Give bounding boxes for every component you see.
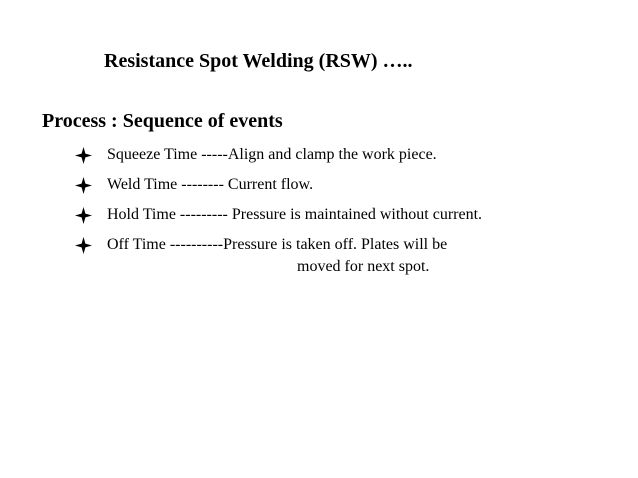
- bullet-list: [74, 144, 482, 286]
- diamond-bullet-icon: [74, 176, 93, 195]
- bullet-text: Weld Time -------- Current flow.: [107, 176, 314, 193]
- bullet-item-hold-time: [74, 204, 482, 226]
- diamond-bullet-icon: [74, 146, 93, 165]
- section-heading: Process : Sequence of events: [42, 110, 283, 132]
- bullet-text-continuation: moved for next spot.: [297, 258, 430, 275]
- diamond-bullet-icon: [74, 206, 93, 225]
- bullet-text-group: [107, 234, 447, 278]
- bullet-item-squeeze-time: [74, 144, 482, 166]
- bullet-text: Hold Time --------- Pressure is maintained without current.: [107, 206, 483, 223]
- bullet-text: Squeeze Time -----Align and clamp the work piece.: [107, 146, 437, 163]
- bullet-item-off-time: [74, 234, 482, 278]
- slide-title: Resistance Spot Welding (RSW) …..: [104, 50, 413, 72]
- diamond-bullet-icon: [74, 236, 93, 255]
- bullet-text: Off Time ----------Pressure is taken off. Plates will be: [107, 236, 448, 253]
- bullet-item-weld-time: [74, 174, 482, 196]
